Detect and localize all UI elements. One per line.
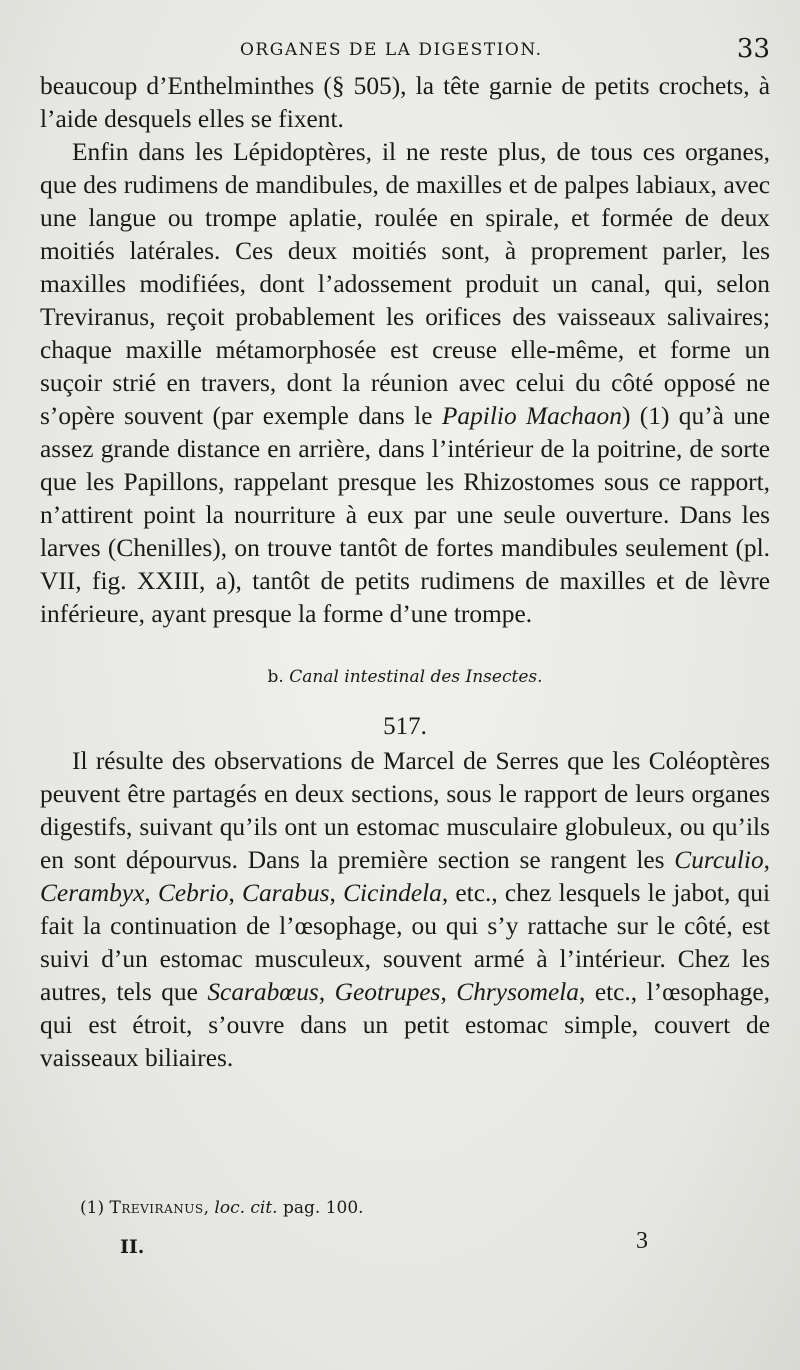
genus-name: Geotrupes <box>334 978 441 1006</box>
text-run: , <box>440 978 457 1006</box>
genus-name: Cicindela <box>343 879 442 907</box>
page-body <box>40 70 770 1075</box>
genus-name: Scarabœus <box>207 978 319 1006</box>
footnote-ref: loc. cit. <box>214 1198 278 1218</box>
subsection-title: Canal intestinal des Insectes. <box>289 667 543 687</box>
subsection-letter: b. <box>267 667 284 687</box>
running-head: ORGANES DE LA DIGESTION. <box>240 40 543 60</box>
footnote: (1) Treviranus, loc. cit. pag. 100. <box>80 1198 364 1218</box>
genus-name: Curculio <box>674 846 764 874</box>
footnote-page: pag. 100. <box>283 1198 364 1218</box>
page-number: 33 <box>736 34 770 64</box>
text-run: Il résulte des observations de Marcel de Serres que les Coléoptères peuvent être partagés en deux sections, sous le rapport de leurs organes digestifs, suivant qu’ils ont un estomac musculaire globuleux, ou qu’ils en sont dépourvus. Dans la première section se rangent les <box>40 747 770 874</box>
genus-name: Carabus <box>242 879 330 907</box>
footnote-mark: (1) <box>80 1198 105 1218</box>
text-run: , <box>329 879 344 907</box>
footnote-author: Treviranus <box>109 1198 204 1218</box>
section-number: 517. <box>383 713 427 740</box>
text-run: , <box>763 846 770 874</box>
text-run: , <box>144 879 158 907</box>
paragraph-lepidopteres <box>40 136 770 631</box>
subsection-heading <box>40 661 770 694</box>
paragraph-coleopteres <box>40 745 770 1075</box>
text-run: ) (1) qu’à une assez grande distance en arrière, dans l’intérieur de la poitrine, de sorte que les Papillons, rappelant presque les Rhizostomes sous ce rapport, n’attirent point la nourriture à eux par une seule ouverture. Dans les larves (Chenilles), on trouve tantôt de fortes mandibules seulement (pl. VII, fig. XXIII, a), tantôt de petits rudimens de maxilles et de lèvre inférieure, ayant presque la forme d’une trompe. <box>40 402 770 628</box>
text-run: , etc., chez lesquels le jabot, qui fait la continuation de l’œsophage, ou qui s’y rattache sur le côté, est suivi d’un estomac musculeux, souvent armé à l’intérieur. Chez les autres, tels que <box>40 879 770 1006</box>
sheet-signature: 3 <box>636 1228 648 1254</box>
text-run: , <box>318 978 335 1006</box>
genus-name: Chrysomela <box>456 978 579 1006</box>
genus-name: Cebrio <box>157 879 229 907</box>
text-run: , etc., l’œsophage, qui est étroit, s’ouvre dans un petit estomac simple, couvert de vaisseaux biliaires. <box>40 978 771 1072</box>
volume-signature: II. <box>120 1236 145 1258</box>
species-name: Papilio Machaon <box>441 402 622 430</box>
genus-name: Cerambyx <box>40 879 145 907</box>
text-run: , <box>228 879 243 907</box>
paragraph-continuation: beaucoup d’Enthelminthes (§ 505), la tête garnie de petits crochets, à l’aide desquels elles se fixent. <box>40 72 770 133</box>
text-run: Enfin dans les Lépidoptères, il ne reste plus, de tous ces organes, que des rudimens de mandibules, de maxilles et de palpes labiaux, avec une langue ou trompe aplatie, roulée en spirale, et formée de deux moitiés latérales. Ces deux moitiés sont, à proprement parler, les maxilles modifiées, dont l’adossement produit un canal, qui, selon Treviranus, reçoit probablement les orifices des vaisseaux salivaires; chaque maxille métamorphosée est creuse elle-même, et forme un suçoir strié en travers, dont la réunion avec celui du côté opposé ne s’opère souvent (par exemple dans le <box>40 138 770 430</box>
page-header <box>40 34 770 66</box>
